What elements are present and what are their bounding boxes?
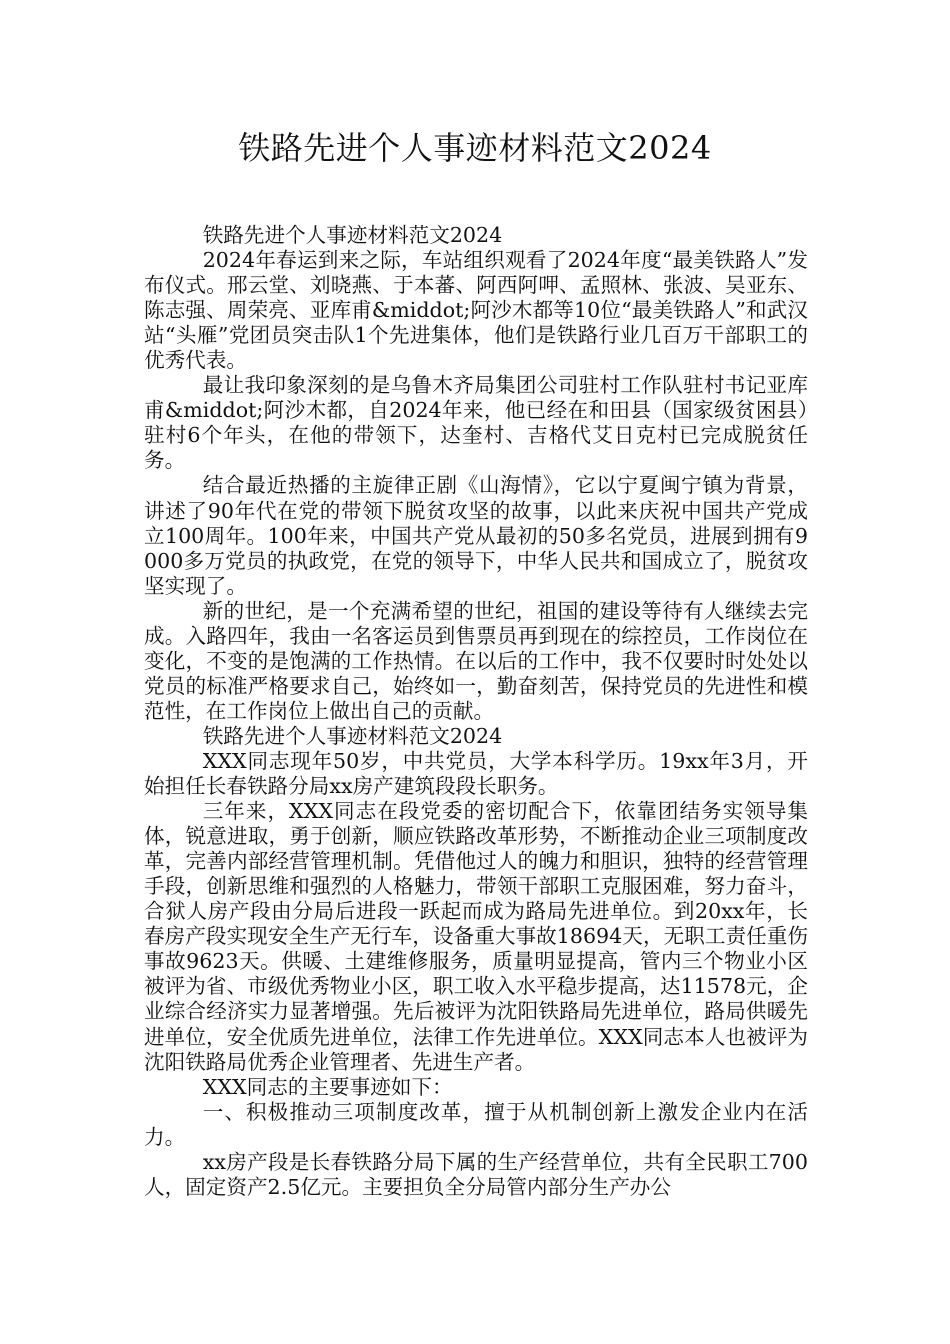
paragraph: XXX同志的主要事迹如下： bbox=[202, 1074, 453, 1099]
paragraph: 三年来，XXX同志在段党委的密切配合下，依靠团结务实领导集体，锐意进取，勇于创新，顺应铁路改革形势，不断推动企业三项制度改革，完善内部经营管理机制。凭借他过人的魄力和胆识，独特的经营管理手段，创新思维和强烈的人格魅力，带领干部职工克服困难，努力奋斗，合狱人房产段由分局后进段一跃起而成为路局先进单位。到20xx年，长春房产段实现安全生产无行车，设备重大事故18694天，无职工责任重伤事故9623天。供暖、土建维修服务，质量明显提高，管内三个物业小区被评为省、市级优秀物业小区，职工收入水平稳步提高，达11578元，企业综合经济实力显著增强。先后被评为沈阳铁路局先进单位，路局供暖先进单位，安全优质先进单位，法律工作先进单位。XXX同志本人也被评为沈阳铁路局优秀企业管理者、先进生产者。 bbox=[144, 799, 808, 1074]
paragraph: 2024年春运到来之际，车站组织观看了2024年度“最美铁路人”发布仪式。邢云堂、刘晓燕、于本蕃、阿西阿呷、孟照林、张波、吴亚东、陈志强、周荣亮、亚库甫&middot;阿沙木都等10位“最美铁路人”和武汉站“头雁”党团员突击队1个先进集体，他们是铁路行业几百万干部职工的优秀代表。 bbox=[144, 248, 808, 373]
paragraph: 最让我印象深刻的是乌鲁木齐局集团公司驻村工作队驻村书记亚库甫&middot;阿沙木都，自2024年来，他已经在和田县（国家级贫困县）驻村6个年头，在他的带领下，达奎村、吉格代艾日克村已完成脱贫任务。 bbox=[144, 373, 808, 473]
paragraph-heading: 一、积极推动三项制度改革，擅于从机制创新上激发企业内在活力。 bbox=[144, 1099, 808, 1149]
paragraph: XXX同志现年50岁，中共党员，大学本科学历。19xx年3月，开始担任长春铁路分局xx房产建筑段段长职务。 bbox=[144, 748, 808, 799]
paragraph-subtitle-2: 铁路先进个人事迹材料范文2024 bbox=[202, 723, 503, 748]
paragraph-subtitle-1: 铁路先进个人事迹材料范文2024 bbox=[202, 223, 503, 247]
document-body bbox=[144, 223, 808, 1200]
paragraph: 新的世纪，是一个充满希望的世纪，祖国的建设等待有人继续去完成。入路四年，我由一名客运员到售票员再到现在的综控员，工作岗位在变化，不变的是饱满的工作热情。在以后的工作中，我不仅要时时处处以党员的标准严格要求自己，始终如一，勤奋刻苦，保持党员的先进性和模范性，在工作岗位上做出自己的贡献。 bbox=[144, 598, 808, 723]
document-title: 铁路先进个人事迹材料范文2024 bbox=[238, 129, 712, 167]
paragraph: 结合最近热播的主旋律正剧《山海情》，它以宁夏闽宁镇为背景，讲述了90年代在党的带领下脱贫攻坚的故事，以此来庆祝中国共产党成立100周年。100年来，中国共产党从最初的50多名党员，进展到拥有9000多万党员的执政党，在党的领导下，中华人民共和国成立了，脱贫攻坚实现了。 bbox=[144, 473, 808, 598]
paragraph: xx房产段是长春铁路分局下属的生产经营单位，共有全民职工700人，固定资产2.5亿元。主要担负全分局管内部分生产办公 bbox=[144, 1149, 808, 1199]
